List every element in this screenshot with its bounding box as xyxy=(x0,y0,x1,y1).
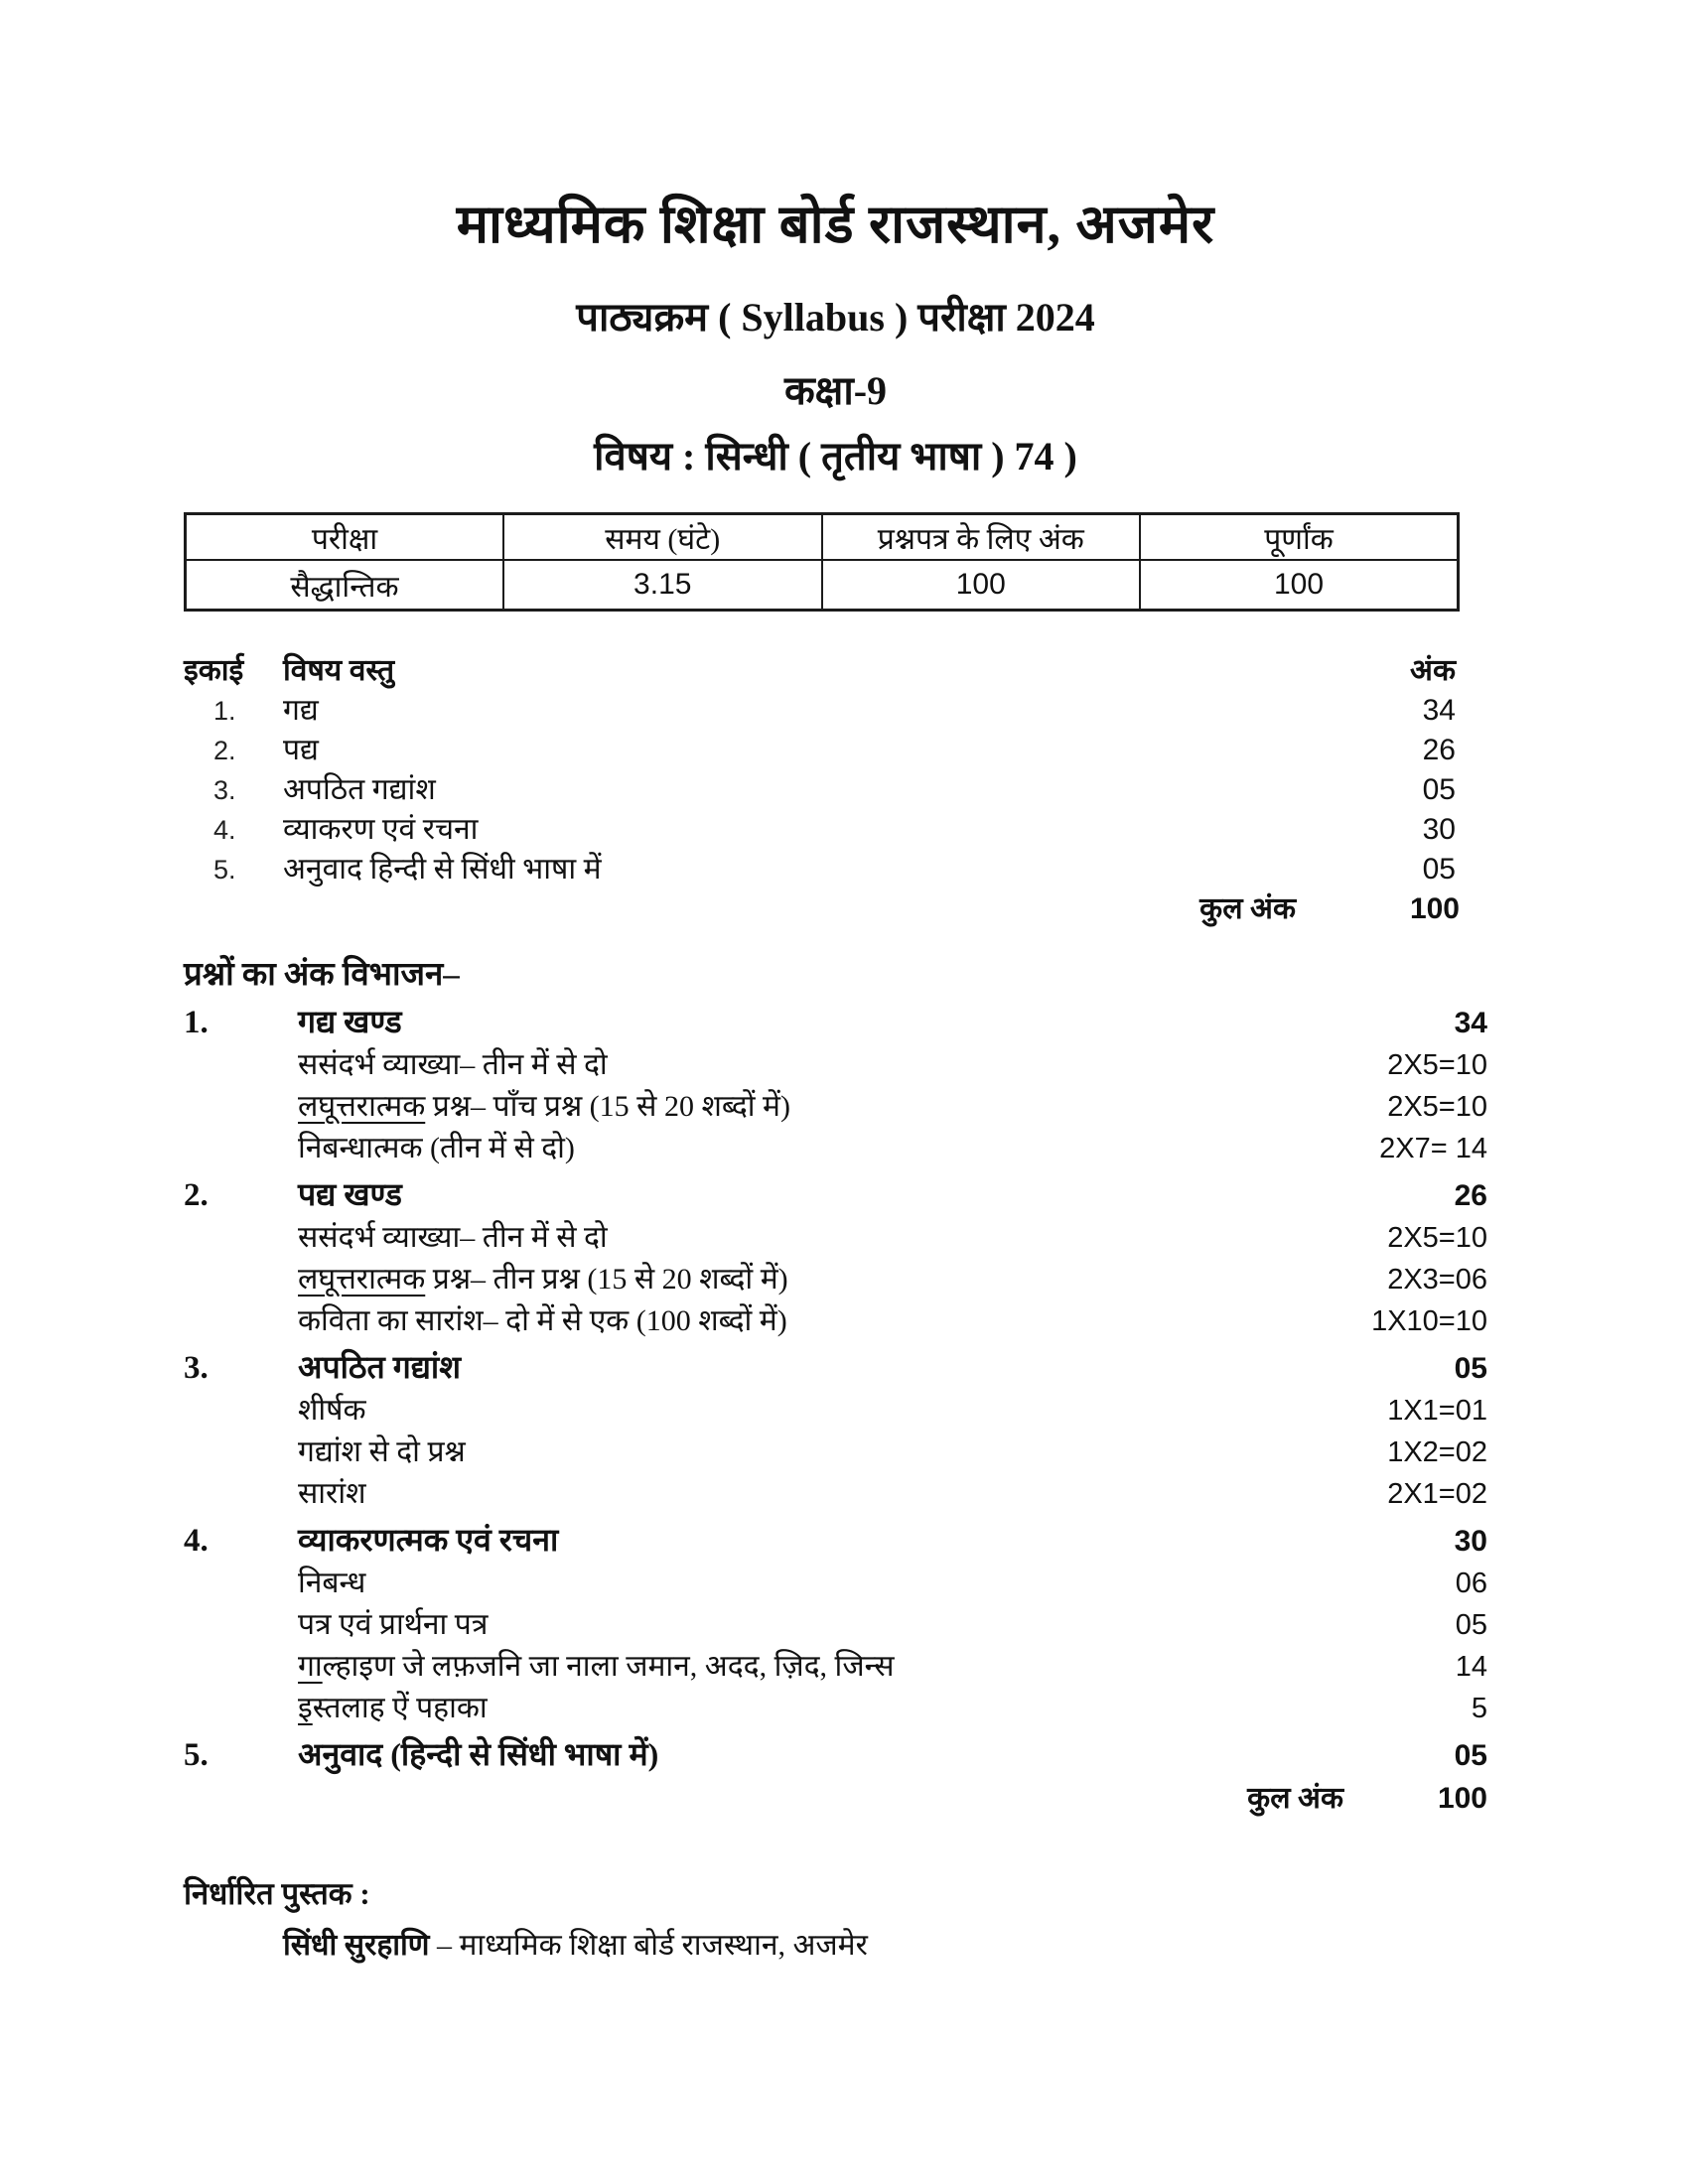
division-item-row xyxy=(184,1259,1487,1300)
section-number: 4. xyxy=(184,1523,209,1559)
exam-full-marks-cell: 100 xyxy=(1140,560,1459,611)
item-marks: 06 xyxy=(1455,1568,1487,1599)
item-text xyxy=(298,1688,1338,1729)
item-text-underlined: गा xyxy=(298,1650,323,1683)
division-item-row xyxy=(184,1563,1487,1604)
division-total-value: 100 xyxy=(1437,1782,1487,1815)
units-total-row xyxy=(184,889,1487,929)
division-item-row xyxy=(184,1086,1487,1128)
item-marks: 2X5=10 xyxy=(1387,1091,1487,1123)
unit-label: गद्य xyxy=(283,694,319,727)
unit-row xyxy=(184,810,1487,850)
division-item-row xyxy=(184,1432,1487,1473)
item-text xyxy=(298,1300,1338,1342)
section-number: 3. xyxy=(184,1350,209,1386)
item-text-rest: प्रश्न– तीन प्रश्न (15 से 20 शब्दों में) xyxy=(425,1263,788,1296)
item-text-rest: ससंदर्भ व्याख्या– तीन में से दो xyxy=(298,1221,608,1254)
item-text-underlined: लघूत्तरात्मक xyxy=(298,1263,426,1296)
division-section-row xyxy=(184,1733,1487,1777)
item-text xyxy=(298,1390,1338,1432)
unit-number: 1. xyxy=(213,696,236,726)
item-text-rest: ल्हाइण जे लफ़जनि जा नाला जमान, अदद, ज़िद, जिन्स xyxy=(322,1650,895,1683)
division-total-row xyxy=(184,1777,1487,1821)
division-heading: प्रश्नों का अंक विभाजन– xyxy=(184,957,460,993)
section-title: व्याकरणत्मक एवं रचना xyxy=(298,1522,559,1558)
section-title: अनुवाद (हिन्दी से सिंधी भाषा में) xyxy=(298,1736,659,1772)
item-marks: 2X5=10 xyxy=(1387,1049,1487,1081)
item-text-rest: कविता का सारांश– दो में से एक (100 शब्दों में) xyxy=(298,1304,787,1337)
section-number: 1. xyxy=(184,1005,209,1040)
unit-number: 5. xyxy=(213,855,236,885)
title-block xyxy=(184,0,1487,482)
syllabus-exam-title: पाठ्यक्रम ( Syllabus ) परीक्षा 2024 xyxy=(576,295,1095,340)
item-text-underlined: इ xyxy=(298,1692,313,1724)
item-marks: 5 xyxy=(1471,1693,1487,1724)
book-publisher: – माध्यमिक शिक्षा बोर्ड राजस्थान, अजमेर xyxy=(429,1929,868,1962)
unit-row xyxy=(184,770,1487,810)
item-text xyxy=(298,1563,1338,1604)
exam-type-cell: सैद्धान्तिक xyxy=(186,560,504,611)
units-section xyxy=(184,651,1487,929)
item-text-underlined: लघूत्तरात्मक xyxy=(298,1090,426,1123)
item-text xyxy=(298,1086,1338,1128)
section-number: 5. xyxy=(184,1737,209,1773)
unit-label: अनुवाद हिन्दी से सिंधी भाषा में xyxy=(283,853,602,886)
prescribed-book-section xyxy=(184,1872,1487,1968)
exam-summary-table xyxy=(184,512,1460,612)
document-content xyxy=(184,0,1487,1968)
col-full-marks: पूर्णांक xyxy=(1140,514,1459,561)
unit-number: 3. xyxy=(213,775,236,805)
section-marks: 05 xyxy=(1454,1739,1487,1772)
item-text-rest: स्तलाह ऐं पहाका xyxy=(312,1692,488,1724)
division-item-row xyxy=(184,1688,1487,1729)
marks-division-section xyxy=(184,953,1487,1821)
item-text-rest: प्रश्न– पाँच प्रश्न (15 से 20 शब्दों में) xyxy=(425,1090,790,1123)
unit-row xyxy=(184,731,1487,770)
item-marks: 1X1=01 xyxy=(1387,1395,1487,1427)
item-text xyxy=(298,1604,1338,1646)
units-total-label: कुल अंक xyxy=(1199,892,1296,925)
unit-number: 4. xyxy=(213,815,236,845)
prescribed-book-line xyxy=(184,1924,1487,1968)
item-marks: 2X1=02 xyxy=(1387,1478,1487,1510)
unit-row xyxy=(184,691,1487,731)
item-marks: 2X5=10 xyxy=(1387,1222,1487,1254)
division-item-row xyxy=(184,1044,1487,1086)
item-text xyxy=(298,1217,1338,1259)
division-section-row xyxy=(184,1173,1487,1217)
item-text xyxy=(298,1473,1338,1515)
item-text xyxy=(298,1259,1338,1300)
item-marks: 14 xyxy=(1455,1651,1487,1683)
division-item-row xyxy=(184,1604,1487,1646)
col-paper-marks: प्रश्नपत्र के लिए अंक xyxy=(822,514,1141,561)
item-text-rest: ससंदर्भ व्याख्या– तीन में से दो xyxy=(298,1048,608,1081)
item-text-rest: निबन्धात्मक (तीन में से दो) xyxy=(298,1132,575,1164)
units-header-row xyxy=(184,651,1487,691)
unit-marks: 05 xyxy=(1422,773,1456,806)
item-marks: 2X7= 14 xyxy=(1379,1133,1487,1164)
item-marks: 05 xyxy=(1455,1609,1487,1641)
division-item-row xyxy=(184,1128,1487,1169)
division-item-row xyxy=(184,1646,1487,1688)
item-marks: 1X10=10 xyxy=(1371,1305,1487,1337)
item-text-rest: सारांश xyxy=(298,1477,366,1510)
division-total-label: कुल अंक xyxy=(1247,1782,1343,1815)
unit-marks: 05 xyxy=(1422,853,1456,886)
book-name: सिंधी सुरहाणि xyxy=(283,1929,430,1962)
board-title: माध्यमिक शिक्षा बोर्ड राजस्थान, अजमेर xyxy=(456,195,1215,254)
section-marks: 26 xyxy=(1454,1179,1487,1212)
exam-table-header-row xyxy=(186,514,1459,561)
item-text xyxy=(298,1432,1338,1473)
item-text xyxy=(298,1044,1338,1086)
item-text-rest: गद्यांश से दो प्रश्न xyxy=(298,1435,466,1468)
section-marks: 30 xyxy=(1454,1525,1487,1558)
division-item-row xyxy=(184,1473,1487,1515)
division-item-row xyxy=(184,1217,1487,1259)
unit-marks: 26 xyxy=(1422,734,1456,766)
item-marks: 1X2=02 xyxy=(1387,1436,1487,1468)
unit-label: अपठित गद्यांश xyxy=(283,773,436,806)
section-title: पद्य खण्ड xyxy=(298,1176,402,1212)
item-text-rest: शीर्षक xyxy=(298,1394,366,1427)
division-section-row xyxy=(184,1346,1487,1390)
section-marks: 05 xyxy=(1454,1352,1487,1385)
item-text-rest: निबन्ध xyxy=(298,1567,366,1599)
exam-paper-marks-cell: 100 xyxy=(822,560,1141,611)
section-title: अपठित गद्यांश xyxy=(298,1349,461,1385)
units-col-subject: विषय वस्तु xyxy=(283,654,395,687)
unit-marks: 34 xyxy=(1422,694,1456,727)
unit-label: पद्य xyxy=(283,734,319,766)
division-section-row xyxy=(184,1519,1487,1563)
item-marks: 2X3=06 xyxy=(1387,1264,1487,1296)
section-number: 2. xyxy=(184,1177,209,1213)
col-exam: परीक्षा xyxy=(186,514,504,561)
division-item-row xyxy=(184,1300,1487,1342)
division-section-row xyxy=(184,1001,1487,1044)
col-time: समय (घंटे) xyxy=(503,514,822,561)
class-title: कक्षा-9 xyxy=(783,368,888,413)
item-text xyxy=(298,1646,1338,1688)
unit-number: 2. xyxy=(213,736,236,765)
units-total-value: 100 xyxy=(1409,892,1460,925)
subject-title: विषय : सिन्धी ( तृतीय भाषा ) 74 ) xyxy=(594,434,1077,478)
prescribed-book-heading: निर्धारित पुस्तक : xyxy=(184,1876,370,1911)
unit-label: व्याकरण एवं रचना xyxy=(283,813,479,846)
unit-marks: 30 xyxy=(1422,813,1456,846)
units-col-unit: इकाई xyxy=(184,654,244,687)
units-col-marks: अंक xyxy=(1410,654,1456,687)
exam-table-data-row xyxy=(186,560,1459,611)
division-item-row xyxy=(184,1390,1487,1432)
unit-row xyxy=(184,850,1487,889)
exam-time-cell: 3.15 xyxy=(503,560,822,611)
item-text xyxy=(298,1128,1338,1169)
item-text-rest: पत्र एवं प्रार्थना पत्र xyxy=(298,1608,489,1641)
section-marks: 34 xyxy=(1454,1007,1487,1039)
section-title: गद्य खण्ड xyxy=(298,1004,402,1039)
